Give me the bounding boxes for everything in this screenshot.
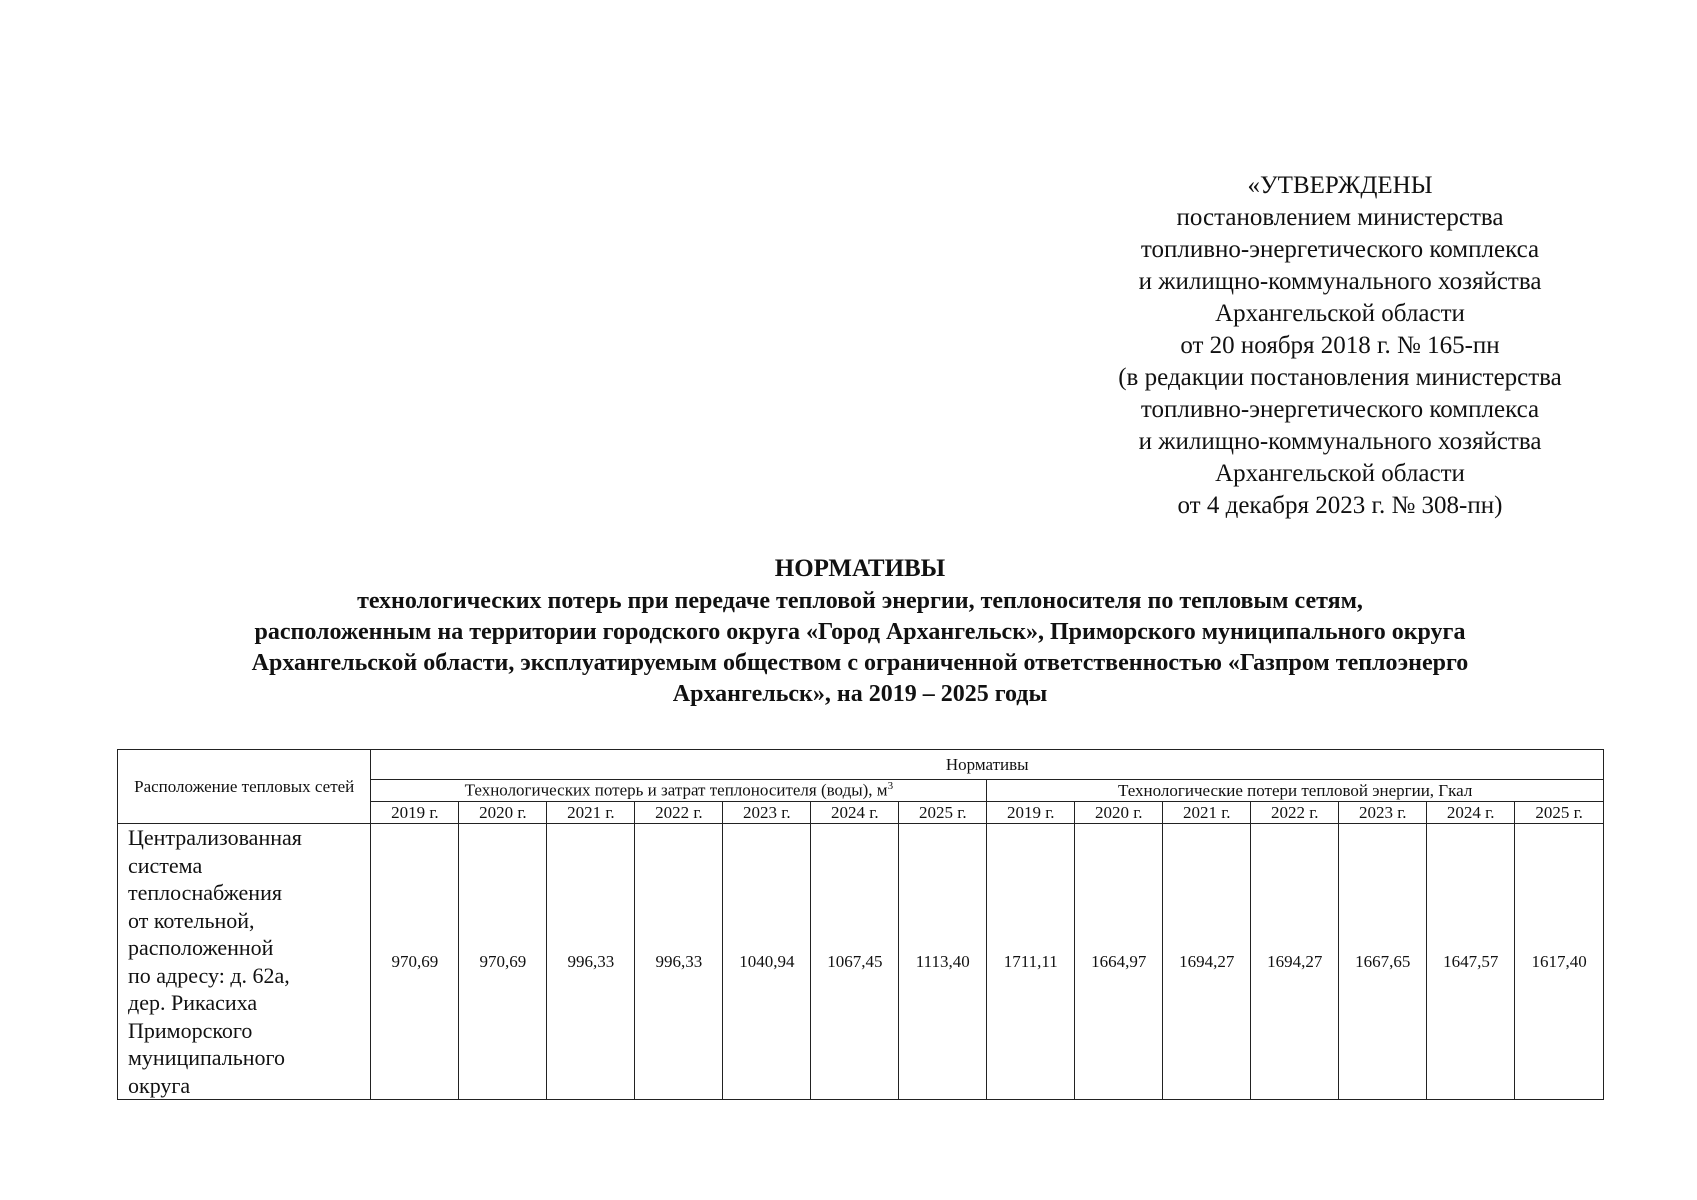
year-header: 2024 г. — [1427, 802, 1515, 824]
norms-header: Нормативы — [371, 750, 1604, 780]
location-line: по адресу: д. 62а, — [128, 962, 290, 988]
water-loss-value: 970,69 — [371, 824, 459, 1100]
main-title: НОРМАТИВЫ — [774, 555, 946, 582]
location-line: система — [128, 852, 203, 878]
water-losses-header — [371, 780, 987, 802]
heat-loss-value: 1667,65 — [1339, 824, 1427, 1100]
water-losses-header-text: Технологических потерь и затрат теплоносителя (воды), м — [464, 780, 888, 800]
approval-line: топливно-энергетического комплекса — [1140, 236, 1540, 263]
location-line: дер. Рикасиха — [128, 990, 258, 1015]
approval-line: от 20 ноября 2018 г. № 165-пн — [1180, 332, 1500, 359]
subtitle-line: расположенным на территории городского округа «Город Архангельск», Приморского муниципального округа — [254, 619, 1466, 645]
approval-line: Архангельской области — [1215, 460, 1465, 487]
heat-loss-value: 1647,57 — [1427, 824, 1515, 1100]
water-loss-value: 1040,94 — [723, 824, 811, 1100]
location-line: Приморского — [128, 1017, 253, 1043]
year-header: 2021 г. — [547, 802, 635, 824]
cubic-superscript: 3 — [887, 780, 894, 793]
document-title — [110, 553, 1610, 710]
approval-stamp — [1040, 170, 1640, 522]
water-loss-value: 1113,40 — [899, 824, 987, 1100]
approval-line: «УТВЕРЖДЕНЫ — [1247, 172, 1433, 199]
table-row — [118, 824, 1604, 1100]
approval-line: постановлением министерства — [1176, 204, 1504, 231]
heat-loss-value: 1711,11 — [987, 824, 1075, 1100]
year-header: 2023 г. — [1339, 802, 1427, 824]
year-header: 2022 г. — [635, 802, 723, 824]
water-loss-value: 996,33 — [547, 824, 635, 1100]
water-loss-value: 996,33 — [635, 824, 723, 1100]
approval-line: и жилищно-коммунального хозяйства — [1138, 268, 1542, 295]
water-loss-value: 1067,45 — [811, 824, 899, 1100]
location-line: муниципального — [128, 1045, 286, 1070]
heat-loss-value: 1694,27 — [1163, 824, 1251, 1100]
year-header: 2025 г. — [1515, 802, 1604, 824]
year-header: 2019 г. — [987, 802, 1075, 824]
water-loss-value: 970,69 — [459, 824, 547, 1100]
year-header: 2025 г. — [899, 802, 987, 824]
location-line: Централизованная — [128, 825, 302, 850]
heat-loss-value: 1617,40 — [1515, 824, 1604, 1100]
year-header: 2021 г. — [1163, 802, 1251, 824]
location-line: округа — [128, 1072, 191, 1098]
approval-line: от 4 декабря 2023 г. № 308-пн) — [1177, 492, 1503, 519]
location-line: от котельной, — [128, 907, 255, 933]
year-header: 2019 г. — [371, 802, 459, 824]
approval-line: Архангельской области — [1215, 300, 1465, 327]
approval-line: топливно-энергетического комплекса — [1140, 396, 1540, 423]
location-line: теплоснабжения — [128, 880, 282, 905]
approval-line: и жилищно-коммунального хозяйства — [1138, 428, 1542, 455]
year-header: 2024 г. — [811, 802, 899, 824]
year-header: 2023 г. — [723, 802, 811, 824]
heat-loss-value: 1694,27 — [1251, 824, 1339, 1100]
subtitle-line: Архангельской области, эксплуатируемым обществом с ограниченной ответственностью «Газпром теплоэнерго — [251, 650, 1469, 676]
approval-line: (в редакции постановления министерства — [1118, 364, 1562, 391]
location-line: расположенной — [128, 935, 274, 960]
subtitle-line: технологических потерь при передаче тепловой энергии, теплоносителя по тепловым сетям, — [357, 588, 1363, 614]
location-header: Расположение тепловых сетей — [118, 750, 371, 824]
location-cell — [118, 824, 371, 1100]
subtitle-line: Архангельск», на 2019 – 2025 годы — [672, 681, 1048, 707]
year-header: 2020 г. — [1075, 802, 1163, 824]
year-header: 2022 г. — [1251, 802, 1339, 824]
norms-table — [117, 749, 1604, 1100]
heat-loss-value: 1664,97 — [1075, 824, 1163, 1100]
year-header: 2020 г. — [459, 802, 547, 824]
heat-losses-header: Технологические потери тепловой энергии, Гкал — [987, 780, 1604, 802]
